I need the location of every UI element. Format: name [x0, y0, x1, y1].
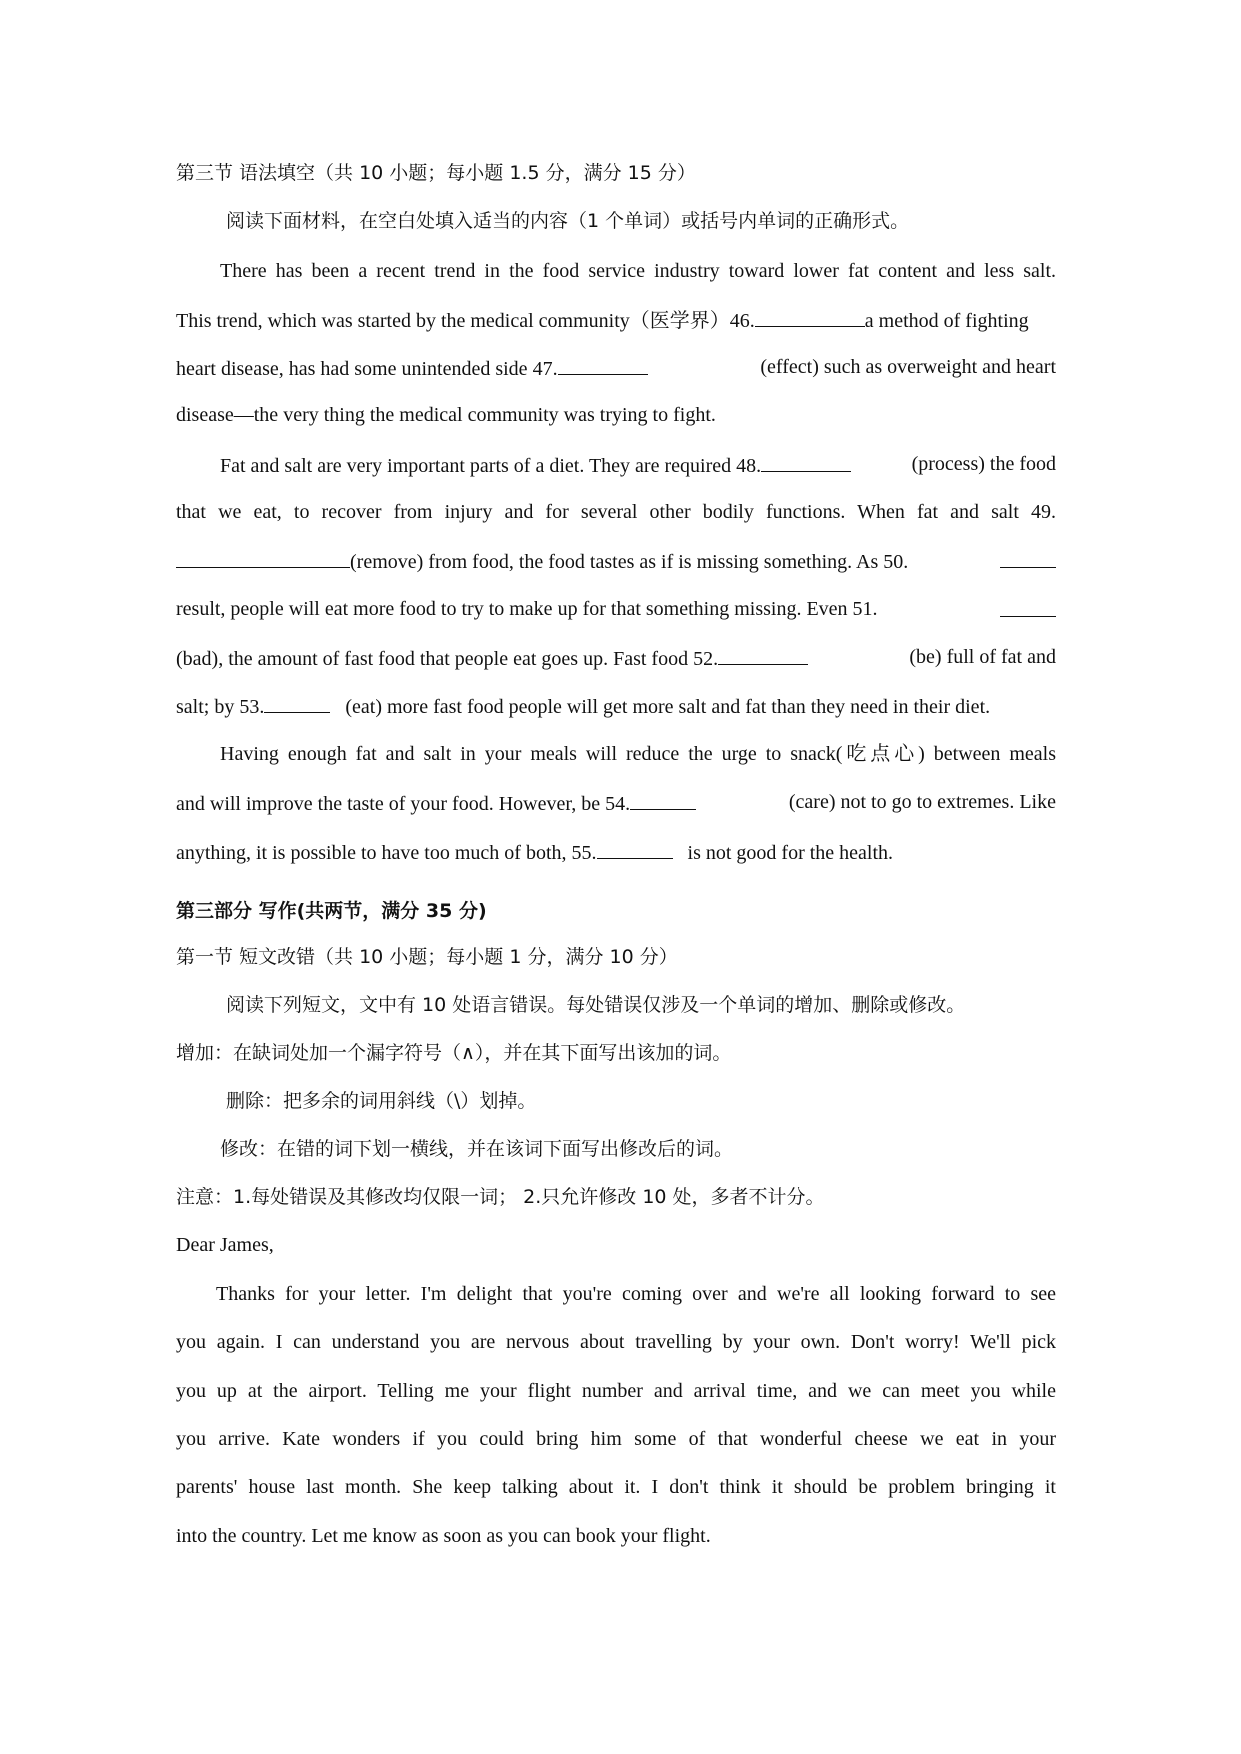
passage-text: heart disease, has had some unintended side 47. — [176, 358, 558, 380]
letter-line: you again. I can understand you are nervous about travelling by your own. Don't worry! We'll pick — [176, 1331, 1056, 1353]
note: 注意：1.每处错误及其修改均仅限一词； 2.只允许修改 10 处，多者不计分。 — [176, 1186, 825, 1208]
blank-51[interactable] — [1000, 596, 1056, 617]
passage-line: disease—the very thing the medical community was trying to fight. — [176, 404, 716, 426]
passage-line: There has been a recent trend in the food service industry toward lower fat content and less salt. — [220, 260, 1056, 282]
passage-text: (remove) from food, the food tastes as if is missing something. As 50. — [350, 551, 909, 573]
blank-46[interactable] — [755, 306, 865, 327]
letter-line: into the country. Let me know as soon as you can book your flight. — [176, 1525, 711, 1547]
blank-53[interactable] — [264, 692, 330, 713]
rule-delete: 删除：把多余的词用斜线（\）划掉。 — [226, 1090, 537, 1112]
blank-48[interactable] — [761, 451, 851, 472]
letter-line: parents' house last month. She keep talking about it. I don't think it should be problem bringing it — [176, 1476, 1056, 1498]
passage-text: (care) not to go to extremes. Like — [788, 791, 1056, 813]
passage-text: (process) the food — [911, 453, 1056, 475]
section-instruction: 阅读下列短文，文中有 10 处语言错误。每处错误仅涉及一个单词的增加、删除或修改。 — [226, 994, 966, 1016]
blank-47[interactable] — [558, 354, 648, 375]
passage-text: and will improve the taste of your food. However, be 54. — [176, 793, 631, 815]
passage-text: This trend, which was started by the medical community（医学界）46. — [176, 310, 755, 332]
passage-text: salt; by 53. — [176, 696, 265, 718]
blank-49[interactable] — [176, 547, 350, 568]
passage-line — [176, 838, 1056, 866]
passage-text: (eat) more fast food people will get more salt and fat than they need in their diet. — [345, 696, 991, 718]
blank-54[interactable] — [630, 789, 696, 810]
passage-line — [176, 644, 1056, 672]
blank-52[interactable] — [718, 644, 808, 665]
section-heading: 第一节 短文改错（共 10 小题；每小题 1 分，满分 10 分） — [176, 946, 678, 968]
rule-add: 增加：在缺词处加一个漏字符号（∧），并在其下面写出该加的词。 — [176, 1042, 732, 1064]
passage-line — [176, 547, 1056, 575]
passage-text: a method of fighting — [864, 310, 1029, 332]
passage-line — [176, 354, 1056, 382]
blank-55[interactable] — [597, 838, 673, 859]
passage-text: Fat and salt are very important parts of a diet. They are required 48. — [220, 455, 762, 477]
letter-line: you arrive. Kate wonders if you could bring him some of that wonderful cheese we eat in your — [176, 1428, 1056, 1450]
passage-line — [176, 692, 1056, 720]
passage-text: is not good for the health. — [687, 842, 894, 864]
salutation: Dear James, — [176, 1234, 274, 1256]
blank-50[interactable] — [1000, 547, 1056, 568]
passage-text: (be) full of fat and — [909, 646, 1056, 668]
passage-line — [176, 596, 1056, 622]
passage-text: result, people will eat more food to try to make up for that something missing. Even 51. — [176, 598, 878, 620]
passage-line — [176, 306, 1096, 334]
passage-text: (effect) such as overweight and heart — [760, 356, 1056, 378]
passage-line — [176, 789, 1056, 817]
passage-line: that we eat, to recover from injury and for several other bodily functions. When fat and salt 49. — [176, 501, 1056, 523]
section-heading: 第三节 语法填空（共 10 小题；每小题 1.5 分，满分 15 分） — [176, 162, 696, 184]
part-heading: 第三部分 写作(共两节，满分 35 分) — [176, 900, 487, 922]
letter-line: Thanks for your letter. I'm delight that you're coming over and we're all looking forward to see — [216, 1283, 1056, 1305]
passage-text: anything, it is possible to have too much of both, 55. — [176, 842, 597, 864]
rule-modify: 修改：在错的词下划一横线，并在该词下面写出修改后的词。 — [220, 1138, 734, 1160]
section-instruction: 阅读下面材料，在空白处填入适当的内容（1 个单词）或括号内单词的正确形式。 — [226, 210, 910, 232]
passage-text: (bad), the amount of fast food that people eat goes up. Fast food 52. — [176, 648, 719, 670]
passage-line — [220, 451, 1056, 479]
passage-line: Having enough fat and salt in your meals will reduce the urge to snack(吃点心) between meals — [220, 743, 1056, 765]
letter-line: you up at the airport. Telling me your flight number and arrival time, and we can meet you while — [176, 1380, 1056, 1402]
